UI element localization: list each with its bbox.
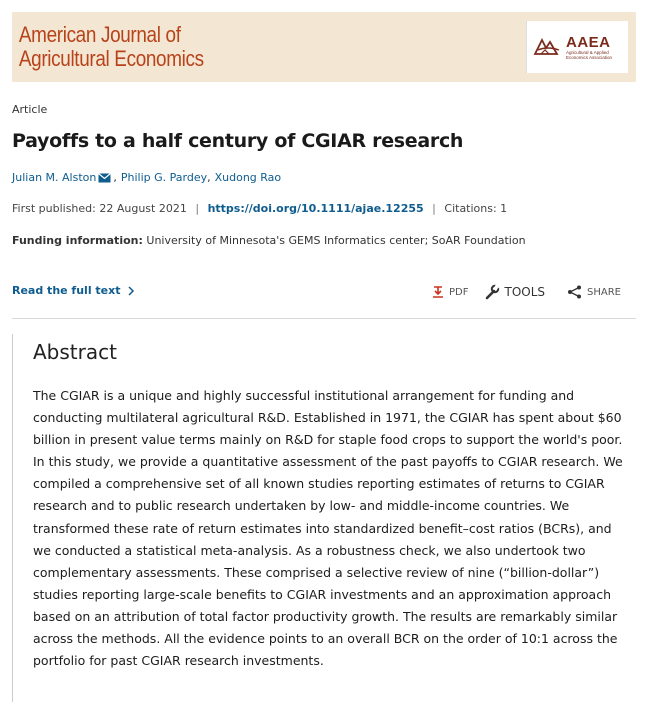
author-link[interactable]: Xudong Rao	[214, 171, 282, 184]
doi-link[interactable]: https://doi.org/10.1111/ajae.12255	[207, 202, 424, 215]
journal-title[interactable]	[12, 23, 218, 71]
abstract-section	[12, 334, 636, 702]
author-link[interactable]: Philip G. Pardey	[120, 171, 208, 184]
pdf-label: PDF	[449, 286, 469, 298]
pdf-icon	[432, 285, 445, 299]
funding-information	[12, 234, 526, 247]
publisher-logo-text: AAEA	[566, 33, 611, 51]
abstract-text: The CGIAR is a unique and highly successful institutional arrangement for funding and conducting multilateral agricultural R&D. Established in 1971, the CGIAR has spent about $60 billion in present value terms mainly on R&D for staple food crops to support the world's poor. In this study, we provide a quantitative assessment of the past payoffs to CGIAR research. We compiled a comprehensive set of all known studies reporting estimates of returns to CGIAR research and to public research undertaken by low- and middle-income countries. We transformed these rate of return estimates into standardized benefit–cost ratios (BCRs), and we conducted a statistical meta-analysis. As a robustness check, we also undertook two complementary assessments. These comprised a selective review of nine (“billion-dollar”) studies reporting large-scale benefits to CGIAR investments and an approximation approach based on an attribution of total factor productivity growth. The results are remarkably similar across the methods. All the evidence points to an overall BCR on the order of 10:1 across the portfolio for past CGIAR research investments.	[33, 388, 623, 669]
chevron-right-icon	[127, 286, 135, 296]
read-full-text-link[interactable]	[12, 284, 135, 297]
publisher-logo-subtext: Agricultural & Applied Economics Association	[566, 49, 613, 60]
funding-label: Funding information:	[12, 234, 143, 247]
publisher-logo[interactable]	[526, 21, 628, 73]
share-label: SHARE	[587, 286, 621, 298]
article-tools-bar	[432, 284, 621, 300]
journal-title-line2: Agricultural Economics	[18, 46, 204, 71]
wrench-icon	[484, 284, 500, 300]
section-divider	[12, 318, 636, 319]
citations-count[interactable]: Citations: 1	[444, 202, 508, 215]
author-separator: ,	[207, 171, 211, 184]
journal-title-line1: American Journal of	[18, 22, 181, 47]
meta-divider: |	[432, 202, 436, 215]
share-icon	[567, 285, 583, 299]
article-type-label: Article	[12, 103, 48, 116]
meta-divider: |	[195, 202, 200, 215]
author-separator: ,	[113, 171, 117, 184]
pdf-button[interactable]	[432, 285, 468, 299]
aaea-emblem-icon	[533, 36, 563, 58]
article-title: Payoffs to a half century of CGIAR research	[12, 130, 464, 152]
first-published-date: 22 August 2021	[99, 202, 187, 215]
journal-banner[interactable]	[12, 12, 636, 82]
author-link[interactable]: Julian M. Alston	[12, 171, 97, 184]
author-list	[12, 171, 281, 184]
tools-button[interactable]	[484, 284, 545, 300]
read-full-text-label: Read the full text	[12, 284, 121, 297]
share-button[interactable]	[567, 285, 621, 299]
first-published-label: First published:	[12, 202, 96, 215]
funding-sources: University of Minnesota's GEMS Informatics center; SoAR Foundation	[146, 234, 526, 247]
abstract-heading: Abstract	[33, 340, 117, 364]
publication-meta	[12, 202, 507, 215]
tools-label: TOOLS	[504, 285, 546, 299]
email-envelope-icon[interactable]	[98, 173, 111, 183]
